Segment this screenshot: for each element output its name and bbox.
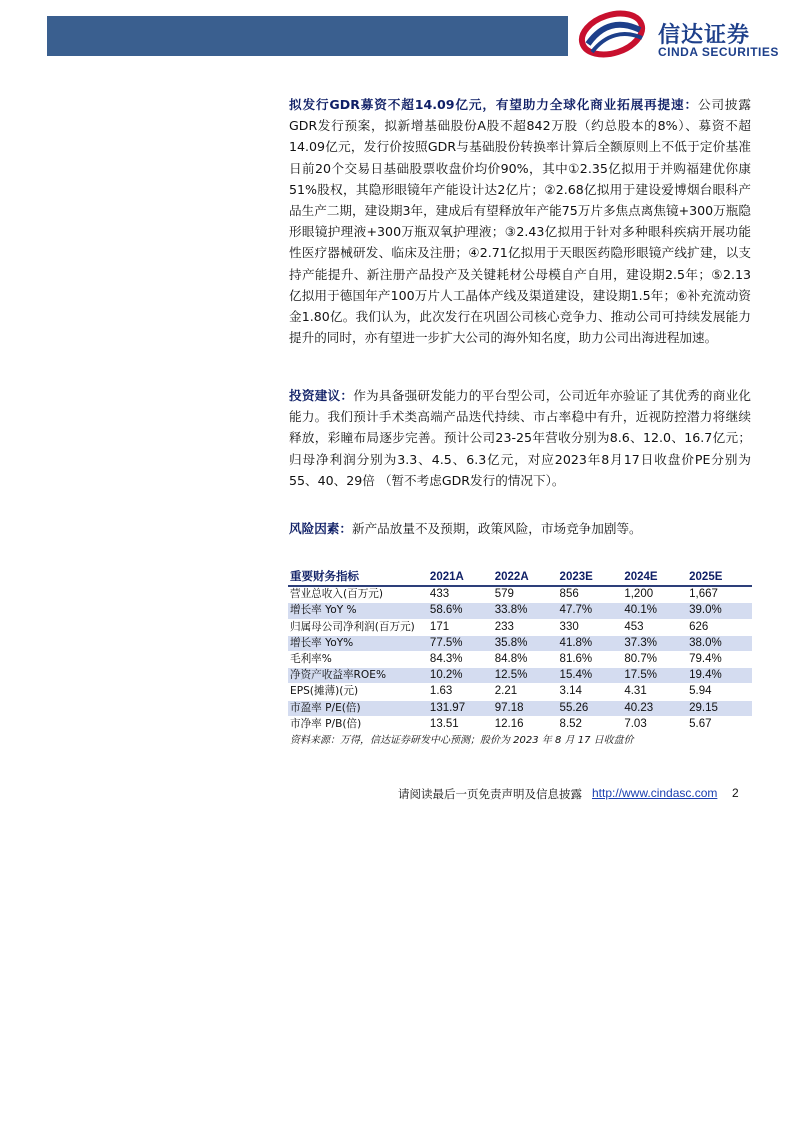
table-cell: 1.63 [428,684,493,700]
table-cell: 12.5% [493,668,558,684]
table-cell: 10.2% [428,668,493,684]
table-cell: 37.3% [622,635,687,651]
cinda-logo [578,10,778,62]
table-cell: 19.4% [687,668,752,684]
table-row [288,635,752,651]
table-cell: 330 [558,619,623,635]
table-cell: 3.14 [558,684,623,700]
table-row [288,668,752,684]
table-cell: 4.31 [622,684,687,700]
gdr-body: 公司披露GDR发行预案，拟新增基础股份A股不超842万股（约总股本的8%）、募资不超14.09亿元，发行价按照GDR与基础股份转换率计算后全额原则上不低于定价基准日前20个交易日基础股票收盘价均价90%，其中①2.35亿拟用于并购福建优你康51%股权，其隐形眼镜年产能设计达2亿片；②2.68亿拟用于建设爱博烟台眼科产品生产二期，建设期3年，建成后有望释放年产能75万片多焦点离焦镜+300万瓶隐形眼镜护理液+300万瓶双氧护理液；③2.43亿拟用于针对多种眼科疾病开展功能性医疗器械研发、临床及注册；④2.71亿拟用于天眼医药隐形眼镜产线扩建，以支持产能提升、新注册产品投产及关键耗材公母模自产自用，建设期2.5年；⑤2.13亿拟用于德国年产100万片人工晶体产线及渠道建设，建设期1.5年；⑥补充流动资金1.80亿。我们认为，此次发行在巩固公司核心竞争力、推动公司可持续发展能力提升的同时，亦有望进一步扩大公司的海外知名度，助力公司出海进程加速。 [289,97,752,346]
table-header-cell: 2025E [687,570,752,586]
brand-name-en: CINDA SECURITIES [658,45,779,59]
table-row-label: 营业总收入(百万元) [288,586,428,603]
table-row [288,603,752,619]
table-row [288,716,752,732]
table-cell: 47.7% [558,603,623,619]
footer-website-link[interactable]: http://www.cindasc.com [592,786,718,800]
table-cell: 97.18 [493,700,558,716]
table-row-label: 市盈率 P/E(倍) [288,700,428,716]
table-cell: 15.4% [558,668,623,684]
table-cell: 8.52 [558,716,623,732]
table-source-note: 资料来源：万得，信达证券研发中心预测；股价为 2023 年 8 月 17 日收盘价 [290,735,634,746]
table-cell: 1,667 [687,586,752,603]
table-cell: 171 [428,619,493,635]
table-header-cell: 2022A [493,570,558,586]
table-cell: 33.8% [493,603,558,619]
table-cell: 35.8% [493,635,558,651]
table-cell: 58.6% [428,603,493,619]
cinda-logo-icon [578,10,648,62]
table-row-label: 增长率 YoY% [288,635,428,651]
table-cell: 84.3% [428,651,493,667]
brand-name-cn: 信达证券 [658,23,751,48]
table-cell: 84.8% [493,651,558,667]
table-cell: 131.97 [428,700,493,716]
table-cell: 55.26 [558,700,623,716]
table-cell: 626 [687,619,752,635]
table-cell: 433 [428,586,493,603]
table-cell: 2.21 [493,684,558,700]
gdr-heading: 拟发行GDR募资不超14.09亿元，有望助力全球化商业拓展再提速： [289,97,698,112]
table-cell: 12.16 [493,716,558,732]
page-footer [0,786,793,806]
table-cell: 13.51 [428,716,493,732]
table-cell: 77.5% [428,635,493,651]
table-row [288,586,752,603]
table-row-label: 净资产收益率ROE% [288,668,428,684]
table-row-label: 归属母公司净利润(百万元) [288,619,428,635]
table-header-cell: 2023E [558,570,623,586]
table-cell: 40.1% [622,603,687,619]
table-row-label: EPS(摊薄)(元) [288,684,428,700]
page-number: 2 [732,786,739,800]
risk-body: 新产品放量不及预期，政策风险，市场竞争加剧等。 [351,521,642,536]
table-cell: 80.7% [622,651,687,667]
table-row [288,651,752,667]
table-body [288,586,752,732]
table-row-label: 毛利率% [288,651,428,667]
table-header-cell: 2024E [622,570,687,586]
investment-paragraph [289,385,751,491]
table-cell: 40.23 [622,700,687,716]
investment-heading: 投资建议： [289,388,354,403]
table-cell: 233 [493,619,558,635]
table-row-label: 增长率 YoY % [288,603,428,619]
table-row [288,700,752,716]
footer-disclaimer: 请阅读最后一页免责声明及信息披露 [398,787,582,801]
table-cell: 17.5% [622,668,687,684]
risk-paragraph [289,518,751,539]
table-cell: 5.67 [687,716,752,732]
table-cell: 453 [622,619,687,635]
table-cell: 856 [558,586,623,603]
table-header-cell: 2021A [428,570,493,586]
table-row [288,684,752,700]
table-cell: 41.8% [558,635,623,651]
table-header-cell: 重要财务指标 [288,570,428,586]
table-row [288,619,752,635]
table-cell: 5.94 [687,684,752,700]
header-bar [47,16,568,56]
table-cell: 38.0% [687,635,752,651]
table-cell: 79.4% [687,651,752,667]
table-cell: 39.0% [687,603,752,619]
gdr-paragraph [289,94,751,348]
table-cell: 7.03 [622,716,687,732]
table-row-label: 市净率 P/B(倍) [288,716,428,732]
table-cell: 1,200 [622,586,687,603]
table-header-row [288,570,752,586]
financial-table [288,570,752,733]
investment-body: 作为具备强研发能力的平台型公司，公司近年亦验证了其优秀的商业化能力。我们预计手术类高端产品迭代持续、市占率稳中有升，近视防控潜力将继续释放，彩瞳布局逐步完善。预计公司23-25年营收分别为8.6、12.0、16.7亿元；归母净利润分别为3.3、4.5、6.3亿元，对应2023年8月17日收盘价PE分别为55、40、29倍 （暂不考虑GDR发行的情况下）。 [289,388,752,488]
table-cell: 81.6% [558,651,623,667]
table-cell: 579 [493,586,558,603]
risk-heading: 风险因素： [289,521,352,536]
table-cell: 29.15 [687,700,752,716]
